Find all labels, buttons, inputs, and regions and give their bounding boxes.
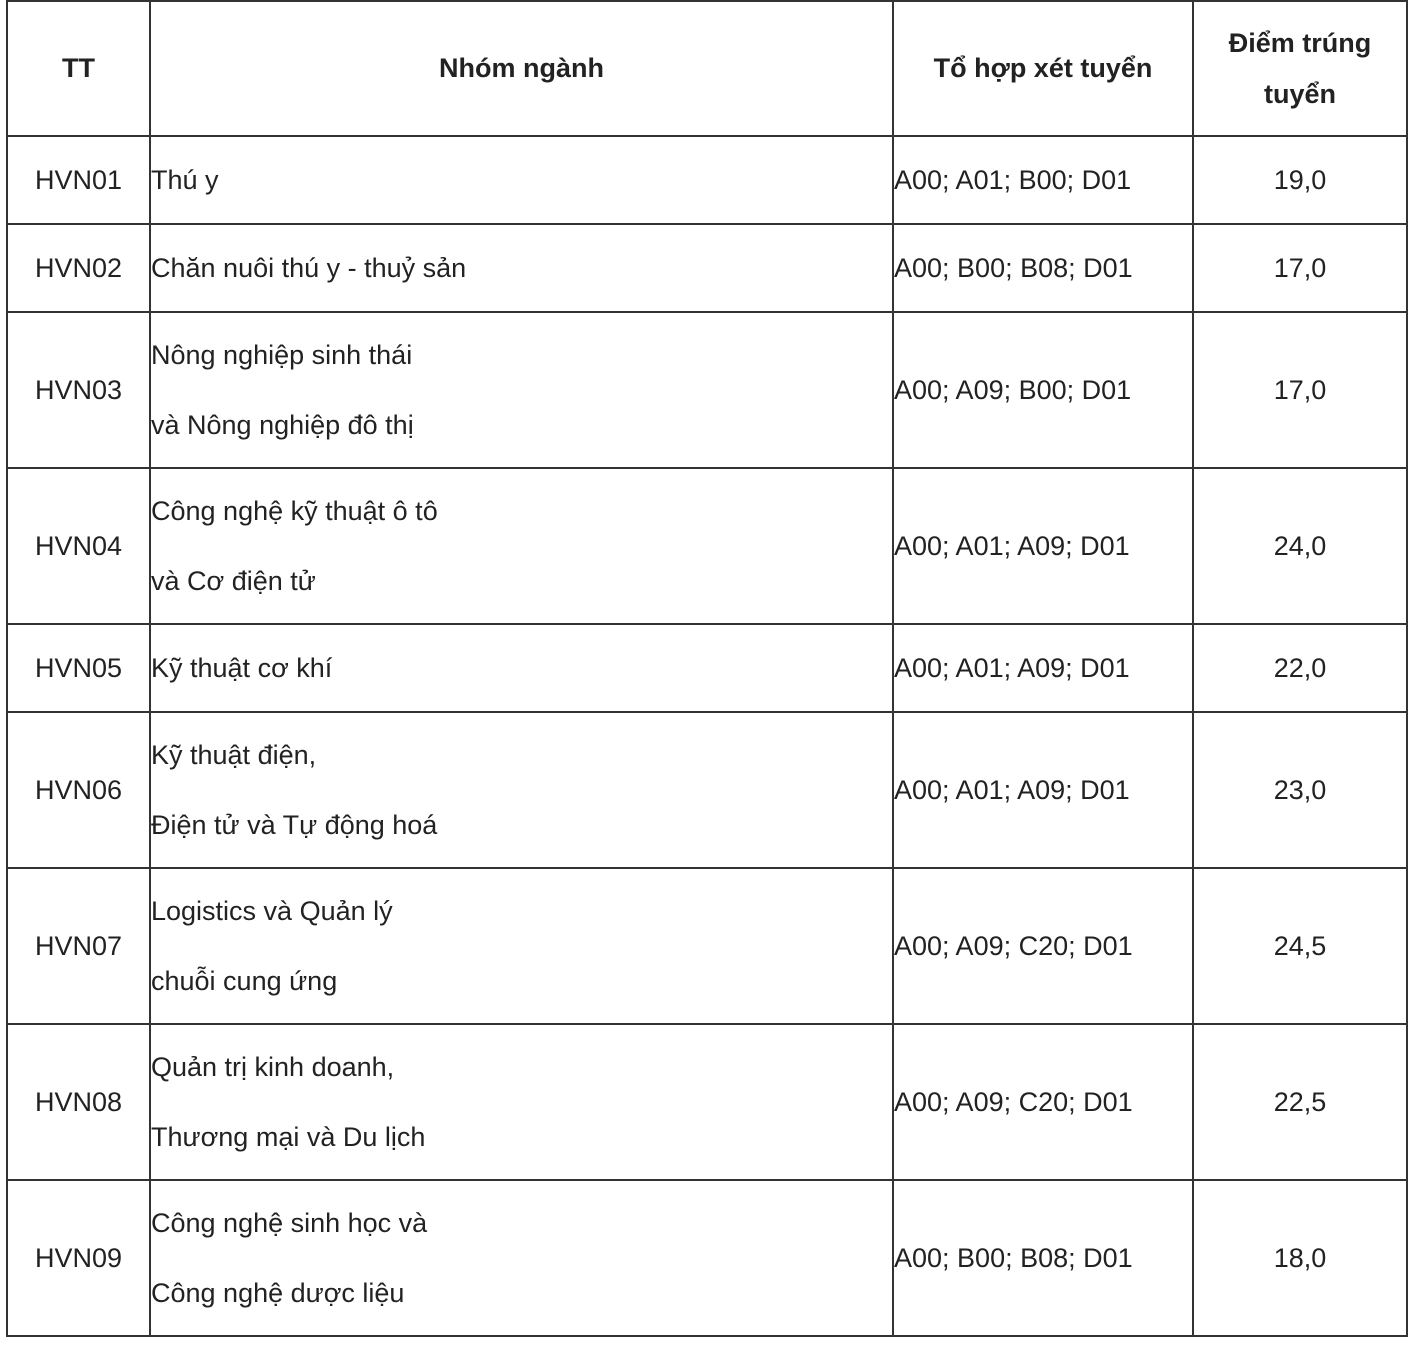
cell-major [150,136,893,224]
cell-major [150,312,893,468]
cell-code: HVN01 [7,136,150,224]
table-body [7,136,1407,1336]
major-line: Thương mại và Du lịch [151,1121,426,1152]
cell-score: 24,5 [1193,868,1407,1024]
header-major: Nhóm ngành [150,1,893,136]
table-header-row [7,1,1407,136]
cell-major [150,468,893,624]
major-line: Chăn nuôi thú y - thuỷ sản [151,252,467,283]
major-line: Kỹ thuật cơ khí [151,652,333,683]
cell-score: 18,0 [1193,1180,1407,1336]
table-row [7,1180,1407,1336]
cell-score: 19,0 [1193,136,1407,224]
cell-combination: A00; B00; B08; D01 [893,224,1193,312]
table-row [7,136,1407,224]
cell-score: 23,0 [1193,712,1407,868]
admissions-score-table [6,0,1408,1337]
cell-combination: A00; A09; C20; D01 [893,868,1193,1024]
table-row [7,624,1407,712]
cell-major [150,712,893,868]
table-row [7,224,1407,312]
cell-combination: A00; A01; A09; D01 [893,712,1193,868]
major-line: Thú y [151,164,219,195]
cell-code: HVN07 [7,868,150,1024]
cell-major [150,624,893,712]
cell-code: HVN05 [7,624,150,712]
cell-code: HVN06 [7,712,150,868]
major-line: Công nghệ kỹ thuật ô tô [151,495,438,526]
cell-major [150,1180,893,1336]
cell-major [150,1024,893,1180]
major-line: và Nông nghiệp đô thị [151,409,414,440]
cell-code: HVN03 [7,312,150,468]
cell-code: HVN09 [7,1180,150,1336]
major-line: và Cơ điện tử [151,565,316,596]
major-line: Kỹ thuật điện, [151,739,317,770]
table-row [7,312,1407,468]
table-row [7,868,1407,1024]
major-line: Logistics và Quản lý [151,895,393,926]
major-line: chuỗi cung ứng [151,965,338,996]
header-combination: Tổ hợp xét tuyển [893,1,1193,136]
header-code: TT [7,1,150,136]
table-row [7,468,1407,624]
cell-score: 22,5 [1193,1024,1407,1180]
cell-score: 22,0 [1193,624,1407,712]
major-line: Công nghệ dược liệu [151,1277,405,1308]
table-row [7,1024,1407,1180]
cell-combination: A00; A01; B00; D01 [893,136,1193,224]
major-line: Công nghệ sinh học và [151,1207,428,1238]
cell-score: 17,0 [1193,312,1407,468]
cell-score: 17,0 [1193,224,1407,312]
major-line: Quản trị kinh doanh, [151,1051,395,1082]
cell-code: HVN08 [7,1024,150,1180]
cell-combination: A00; A01; A09; D01 [893,624,1193,712]
cell-score: 24,0 [1193,468,1407,624]
cell-code: HVN02 [7,224,150,312]
cell-major [150,868,893,1024]
cell-combination: A00; A09; B00; D01 [893,312,1193,468]
cell-major [150,224,893,312]
cell-combination: A00; B00; B08; D01 [893,1180,1193,1336]
cell-combination: A00; A01; A09; D01 [893,468,1193,624]
major-line: Điện tử và Tự động hoá [151,809,438,840]
major-line: Nông nghiệp sinh thái [151,339,413,370]
table-row [7,712,1407,868]
cell-code: HVN04 [7,468,150,624]
header-score: Điểm trúng tuyển [1193,1,1407,136]
cell-combination: A00; A09; C20; D01 [893,1024,1193,1180]
